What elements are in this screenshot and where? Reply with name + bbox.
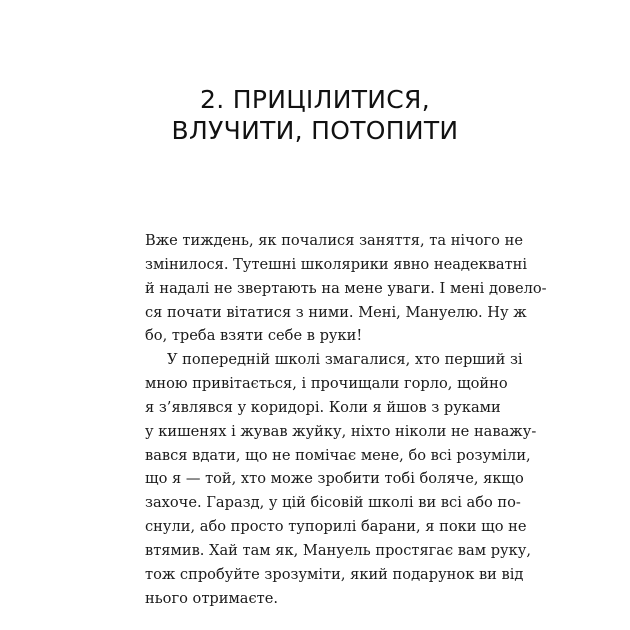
text-line: У попередній школі змагалися, хто перший зі <box>167 351 523 369</box>
text-line: вався вдати, що не помічає мене, бо всі розуміли, <box>145 446 531 464</box>
text-line: змінилося. Тутешні школярики явно неадекватні <box>145 255 528 273</box>
text-line: бо, треба взяти себе в руки! <box>145 327 363 345</box>
chapter-title-line: 2. ПРИЦІЛИТИСЯ, <box>200 85 430 114</box>
text-line: снули, або просто тупорилі барани, я поки що не <box>145 518 527 536</box>
paragraph-1 <box>145 229 547 348</box>
text-line: втямив. Хай там як, Мануель простягає вам руку, <box>145 541 531 559</box>
text-line: захоче. Гаразд, у цій бісовій школі ви всі або по- <box>145 494 521 512</box>
chapter-title-line: ВЛУЧИТИ, ПОТОПИТИ <box>171 116 459 145</box>
chapter-title <box>0 84 630 146</box>
text-line: що я — той, хто може зробити тобі боляче, якщо <box>145 470 524 488</box>
paragraph-2 <box>145 348 537 610</box>
text-line: мною привітається, і прочищали горло, щойно <box>145 375 508 393</box>
text-line: у кишенях і жував жуйку, ніхто ніколи не наважу- <box>145 422 537 440</box>
text-line: Вже тиждень, як почалися заняття, та нічого не <box>145 232 523 249</box>
text-line: й надалі не звертають на мене уваги. І мені довело- <box>145 279 547 297</box>
text-line: ся почати вітатися з ними. Мені, Мануелю. Ну ж <box>145 303 527 321</box>
text-line: нього отримаєте. <box>145 589 279 607</box>
chapter-body <box>145 229 547 611</box>
text-line: я з’являвся у коридорі. Коли я йшов з руками <box>145 398 501 416</box>
text-line: тож спробуйте зрозуміти, який подарунок ви від <box>145 565 524 583</box>
